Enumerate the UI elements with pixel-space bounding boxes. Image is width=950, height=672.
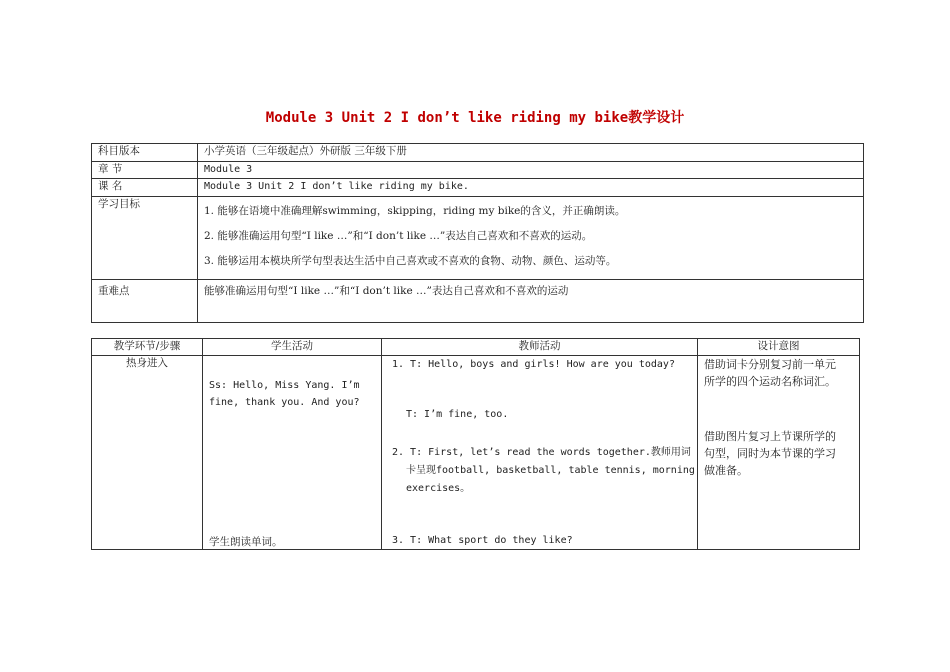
subject-row bbox=[92, 144, 864, 162]
stage-cell: 热身进入 bbox=[92, 356, 203, 550]
chapter-row bbox=[92, 162, 864, 179]
goal-item: 3. 能够运用本模块所学句型表达生活中自己喜欢或不喜欢的食物、动物、颜色、运动等。 bbox=[204, 255, 617, 267]
key-value: 能够准确运用句型“I like …”和“I don’t like …”表达自己喜欢和不喜欢的运动 bbox=[198, 280, 864, 323]
plan-row bbox=[92, 356, 860, 550]
intent-1: 借助词卡分别复习前一单元所学的四个运动名称词汇。 bbox=[704, 358, 836, 388]
teacher-step-1-reply: T: I’m fine, too. bbox=[406, 409, 509, 420]
header-teacher: 教师活动 bbox=[382, 339, 698, 356]
course-info-table bbox=[91, 143, 864, 323]
intent-cell bbox=[698, 356, 860, 550]
header-stage: 教学环节/步骤 bbox=[92, 339, 203, 356]
student-cell bbox=[203, 356, 382, 550]
teacher-step-3: 3. T: What sport do they like? bbox=[392, 535, 573, 546]
key-label: 重难点 bbox=[92, 280, 198, 323]
teacher-step-1: 1. T: Hello, boys and girls! How are you today? bbox=[392, 359, 675, 370]
lesson-value: Module 3 Unit 2 I don’t like riding my bike. bbox=[198, 179, 864, 197]
header-intent: 设计意图 bbox=[698, 339, 860, 356]
subject-label: 科目版本 bbox=[92, 144, 198, 162]
intent-2: 借助图片复习上节课所学的句型，同时为本节课的学习做准备。 bbox=[704, 430, 836, 477]
student-activity-2: 学生朗读单词。 bbox=[209, 536, 283, 548]
chapter-label: 章 节 bbox=[92, 162, 198, 179]
document-title: Module 3 Unit 2 I don’t like riding my bike教学设计 bbox=[265, 110, 685, 126]
teacher-step-2: 2. T: First, let’s read the words together.教师用词卡呈现football, basketball, table tennis, morning exercises。 bbox=[392, 447, 695, 494]
student-activity-1: Ss: Hello, Miss Yang. I’m fine, thank you. And you? bbox=[209, 380, 360, 408]
plan-header-row bbox=[92, 339, 860, 356]
teaching-plan-table bbox=[91, 338, 860, 550]
goals-label: 学习目标 bbox=[92, 197, 198, 280]
teacher-cell bbox=[382, 356, 698, 550]
lesson-row bbox=[92, 179, 864, 197]
goals-cell bbox=[198, 197, 864, 280]
key-row bbox=[92, 280, 864, 323]
goals-row bbox=[92, 197, 864, 280]
lesson-label: 课 名 bbox=[92, 179, 198, 197]
goal-item: 2. 能够准确运用句型“I like …”和“I don’t like …”表达自己喜欢和不喜欢的运动。 bbox=[204, 230, 593, 242]
goal-item: 1. 能够在语境中准确理解swimming，skipping，riding my bike的含义，并正确朗读。 bbox=[204, 205, 626, 217]
chapter-value: Module 3 bbox=[198, 162, 864, 179]
header-student: 学生活动 bbox=[203, 339, 382, 356]
subject-value: 小学英语（三年级起点）外研版 三年级下册 bbox=[198, 144, 864, 162]
